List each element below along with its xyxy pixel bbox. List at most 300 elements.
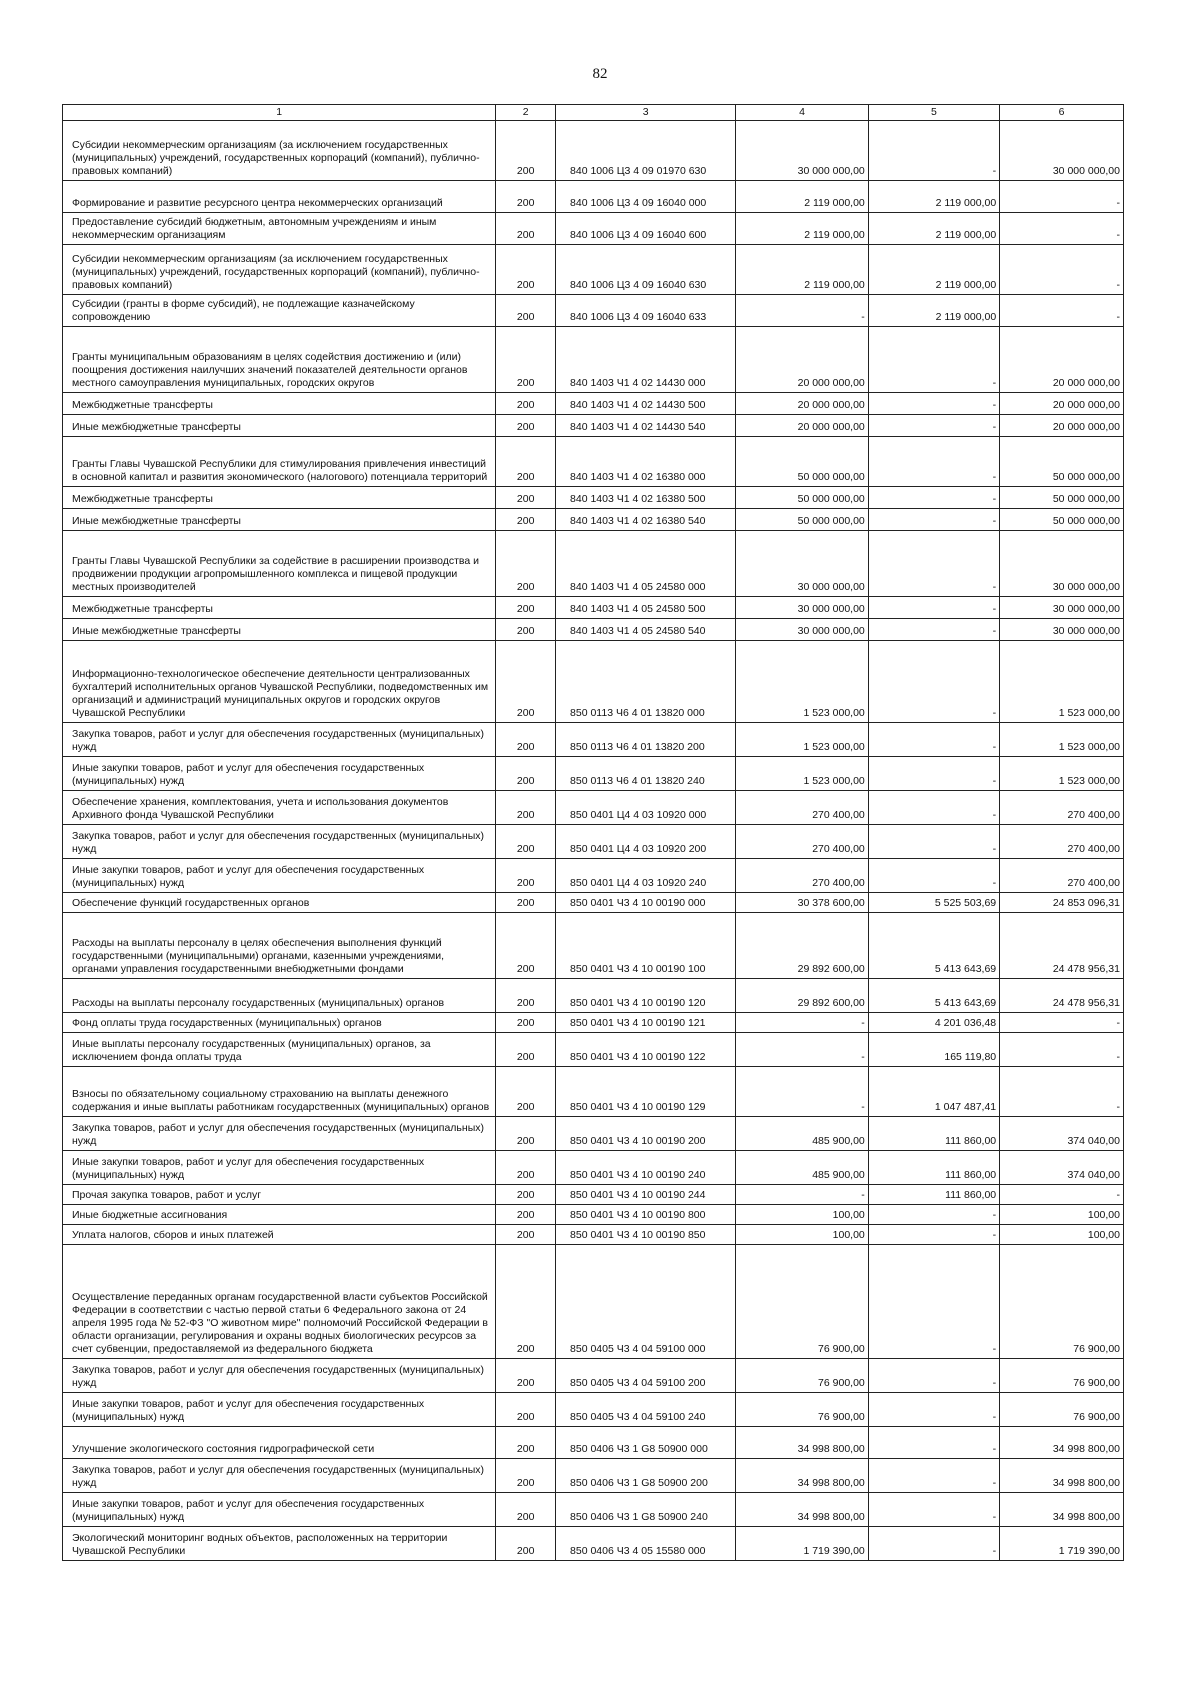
row-name-text: Осуществление переданных органам государственной власти субъектов Российской Федерации в соответствии с частью первой статьи 6 Федерального закона от 24 апреля 1995 года № 52-ФЗ "О животном мире" полномочий Российской Федерации в области организации, регулирования и охраны водных биологических ресурсов за счет субвенции, предоставляемой из федерального бюджета xyxy=(72,1291,488,1355)
row-value-col5-cell: - xyxy=(868,723,999,757)
row-name-text: Гранты Главы Чувашской Республики за содействие в расширении производства и продвижении продукции агропромышленного комплекса и пищевой продукции местных производителей xyxy=(72,555,479,593)
row-value-col4-cell: 1 523 000,00 xyxy=(736,757,868,791)
row-name-text: Взносы по обязательному социальному страхованию на выплаты денежного содержания и иные выплаты работникам государственных (муниципальных) органов xyxy=(72,1088,490,1113)
table-row xyxy=(63,415,1124,437)
row-classification-cell: 850 0401 Ч3 4 10 00190 120 xyxy=(556,979,736,1013)
row-code-cell: 200 xyxy=(496,1185,556,1205)
row-value-col4-cell: 100,00 xyxy=(736,1205,868,1225)
column-header: 4 xyxy=(736,105,868,121)
row-value-col4-cell: - xyxy=(736,1067,868,1117)
table-row xyxy=(63,1117,1124,1151)
row-code-cell: 200 xyxy=(496,1117,556,1151)
row-classification-cell: 840 1006 Ц3 4 09 16040 000 xyxy=(556,181,736,213)
row-value-col6-cell: 30 000 000,00 xyxy=(1000,619,1124,641)
row-value-col5-cell: - xyxy=(868,619,999,641)
row-name-text: Межбюджетные трансферты xyxy=(72,603,213,615)
table-row xyxy=(63,121,1124,181)
row-name-cell xyxy=(63,415,496,437)
row-name-cell xyxy=(63,641,496,723)
row-name-cell xyxy=(63,437,496,487)
row-value-col5-cell: - xyxy=(868,1359,999,1393)
row-name-cell xyxy=(63,393,496,415)
row-value-col5-cell: - xyxy=(868,1225,999,1245)
table-row xyxy=(63,1493,1124,1527)
row-code-cell: 200 xyxy=(496,1245,556,1359)
row-code-cell: 200 xyxy=(496,1205,556,1225)
page-number: 82 xyxy=(592,66,608,82)
row-value-col6-cell: 50 000 000,00 xyxy=(1000,437,1124,487)
row-value-col4-cell: 2 119 000,00 xyxy=(736,213,868,245)
row-code-cell: 200 xyxy=(496,893,556,913)
row-name-cell xyxy=(63,825,496,859)
row-classification-cell: 850 0406 Ч3 1 G8 50900 200 xyxy=(556,1459,736,1493)
row-value-col6-cell: 20 000 000,00 xyxy=(1000,415,1124,437)
row-value-col6-cell: - xyxy=(1000,213,1124,245)
row-name-text: Иные межбюджетные трансферты xyxy=(72,421,241,433)
row-name-cell xyxy=(63,1427,496,1459)
row-name-text: Информационно-технологическое обеспечение деятельности централизованных бухгалтерий исполнительных органов Чувашской Республики, подведомственных им организаций и администраций муниципальных округов и городских округов Чувашской Республики xyxy=(72,668,489,719)
row-value-col4-cell: 1 523 000,00 xyxy=(736,641,868,723)
table-row xyxy=(63,859,1124,893)
row-classification-cell: 850 0401 Ц4 4 03 10920 240 xyxy=(556,859,736,893)
row-name-cell xyxy=(63,1205,496,1225)
row-name-text: Закупка товаров, работ и услуг для обеспечения государственных (муниципальных) нужд xyxy=(72,830,484,855)
column-header: 6 xyxy=(1000,105,1124,121)
table-row xyxy=(63,181,1124,213)
row-value-col6-cell: 1 523 000,00 xyxy=(1000,757,1124,791)
row-name-text: Расходы на выплаты персоналу государственных (муниципальных) органов xyxy=(72,997,445,1009)
row-code-cell: 200 xyxy=(496,1427,556,1459)
table-row xyxy=(63,1151,1124,1185)
row-name-text: Закупка товаров, работ и услуг для обеспечения государственных (муниципальных) нужд xyxy=(72,1122,484,1147)
row-value-col6-cell: 34 998 800,00 xyxy=(1000,1459,1124,1493)
row-value-col5-cell: - xyxy=(868,859,999,893)
row-classification-cell: 840 1403 Ч1 4 05 24580 500 xyxy=(556,597,736,619)
row-value-col4-cell: - xyxy=(736,1033,868,1067)
row-name-cell xyxy=(63,1393,496,1427)
row-code-cell: 200 xyxy=(496,723,556,757)
table-row xyxy=(63,913,1124,979)
table-row xyxy=(63,1013,1124,1033)
row-name-text: Иные межбюджетные трансферты xyxy=(72,625,241,637)
row-value-col6-cell: 24 478 956,31 xyxy=(1000,913,1124,979)
row-value-col6-cell: 34 998 800,00 xyxy=(1000,1427,1124,1459)
row-name-cell xyxy=(63,121,496,181)
row-code-cell: 200 xyxy=(496,979,556,1013)
row-value-col6-cell: - xyxy=(1000,1013,1124,1033)
table-row xyxy=(63,979,1124,1013)
row-classification-cell: 850 0401 Ч3 4 10 00190 000 xyxy=(556,893,736,913)
row-value-col5-cell: - xyxy=(868,487,999,509)
column-header: 3 xyxy=(556,105,736,121)
row-code-cell: 200 xyxy=(496,1225,556,1245)
row-classification-cell: 840 1006 Ц3 4 09 01970 630 xyxy=(556,121,736,181)
row-code-cell: 200 xyxy=(496,181,556,213)
row-classification-cell: 850 0405 Ч3 4 04 59100 000 xyxy=(556,1245,736,1359)
row-value-col4-cell: 34 998 800,00 xyxy=(736,1459,868,1493)
row-classification-cell: 840 1403 Ч1 4 02 14430 540 xyxy=(556,415,736,437)
row-value-col5-cell: - xyxy=(868,1459,999,1493)
table-row xyxy=(63,1459,1124,1493)
row-value-col6-cell: 24 478 956,31 xyxy=(1000,979,1124,1013)
row-classification-cell: 850 0406 Ч3 1 G8 50900 000 xyxy=(556,1427,736,1459)
row-name-cell xyxy=(63,979,496,1013)
row-name-text: Иные межбюджетные трансферты xyxy=(72,515,241,527)
row-name-text: Улучшение экологического состояния гидрографической сети xyxy=(72,1443,375,1455)
row-name-cell xyxy=(63,245,496,295)
row-value-col6-cell: 374 040,00 xyxy=(1000,1151,1124,1185)
row-name-text: Иные бюджетные ассигнования xyxy=(72,1209,228,1221)
row-value-col5-cell: - xyxy=(868,393,999,415)
row-value-col6-cell: - xyxy=(1000,1185,1124,1205)
row-name-text: Прочая закупка товаров, работ и услуг xyxy=(72,1189,262,1201)
row-name-text: Обеспечение хранения, комплектования, учета и использования документов Архивного фонда Чувашской Республики xyxy=(72,796,449,821)
row-code-cell: 200 xyxy=(496,509,556,531)
row-name-cell xyxy=(63,181,496,213)
row-name-text: Формирование и развитие ресурсного центра некоммерческих организаций xyxy=(72,197,443,209)
row-name-cell xyxy=(63,487,496,509)
row-value-col4-cell: 1 523 000,00 xyxy=(736,723,868,757)
row-value-col4-cell: 76 900,00 xyxy=(736,1245,868,1359)
row-classification-cell: 840 1403 Ч1 4 02 16380 540 xyxy=(556,509,736,531)
row-value-col5-cell: - xyxy=(868,415,999,437)
row-value-col6-cell: 50 000 000,00 xyxy=(1000,487,1124,509)
row-value-col6-cell: 1 523 000,00 xyxy=(1000,641,1124,723)
row-value-col5-cell: - xyxy=(868,825,999,859)
row-value-col4-cell: 30 378 600,00 xyxy=(736,893,868,913)
row-name-text: Субсидии некоммерческим организациям (за исключением государственных (муниципальных) учреждений, государственных корпораций (компаний), публично-правовых компаний) xyxy=(72,253,480,291)
row-name-text: Иные закупки товаров, работ и услуг для обеспечения государственных (муниципальных) нужд xyxy=(72,762,425,787)
row-name-cell xyxy=(63,509,496,531)
row-name-cell xyxy=(63,791,496,825)
row-name-cell xyxy=(63,1359,496,1393)
row-value-col4-cell: 34 998 800,00 xyxy=(736,1493,868,1527)
row-value-col5-cell: - xyxy=(868,531,999,597)
row-code-cell: 200 xyxy=(496,859,556,893)
row-classification-cell: 840 1006 Ц3 4 09 16040 633 xyxy=(556,295,736,327)
row-value-col6-cell: 100,00 xyxy=(1000,1205,1124,1225)
row-value-col5-cell: 111 860,00 xyxy=(868,1151,999,1185)
row-value-col4-cell: 20 000 000,00 xyxy=(736,415,868,437)
table-row xyxy=(63,1205,1124,1225)
row-value-col5-cell: 5 413 643,69 xyxy=(868,913,999,979)
row-value-col6-cell: 20 000 000,00 xyxy=(1000,393,1124,415)
row-code-cell: 200 xyxy=(496,1033,556,1067)
row-name-cell xyxy=(63,1225,496,1245)
row-code-cell: 200 xyxy=(496,641,556,723)
row-value-col5-cell: 5 413 643,69 xyxy=(868,979,999,1013)
row-value-col4-cell: 76 900,00 xyxy=(736,1393,868,1427)
row-value-col5-cell: - xyxy=(868,1527,999,1561)
row-name-text: Субсидии (гранты в форме субсидий), не подлежащие казначейскому сопровождению xyxy=(72,298,415,323)
row-classification-cell: 850 0401 Ч3 4 10 00190 121 xyxy=(556,1013,736,1033)
row-classification-cell: 850 0401 Ч3 4 10 00190 240 xyxy=(556,1151,736,1185)
table-row xyxy=(63,893,1124,913)
row-value-col5-cell: - xyxy=(868,509,999,531)
row-classification-cell: 850 0401 Ч3 4 10 00190 122 xyxy=(556,1033,736,1067)
row-code-cell: 200 xyxy=(496,327,556,393)
row-name-cell xyxy=(63,859,496,893)
row-value-col5-cell: - xyxy=(868,1427,999,1459)
row-classification-cell: 850 0405 Ч3 4 04 59100 240 xyxy=(556,1393,736,1427)
row-name-text: Иные закупки товаров, работ и услуг для обеспечения государственных (муниципальных) нужд xyxy=(72,1156,425,1181)
row-value-col6-cell: 30 000 000,00 xyxy=(1000,121,1124,181)
table-body xyxy=(63,121,1124,1561)
row-value-col5-cell: - xyxy=(868,641,999,723)
row-code-cell: 200 xyxy=(496,295,556,327)
row-value-col6-cell: 30 000 000,00 xyxy=(1000,597,1124,619)
row-name-text: Расходы на выплаты персоналу в целях обеспечения выполнения функций государственными (муниципальными) органами, казенными учреждениями, органами управления государственными внебюджетными фондами xyxy=(72,937,445,975)
row-name-text: Иные закупки товаров, работ и услуг для обеспечения государственных (муниципальных) нужд xyxy=(72,1398,425,1423)
row-name-cell xyxy=(63,597,496,619)
row-value-col5-cell: 2 119 000,00 xyxy=(868,295,999,327)
row-code-cell: 200 xyxy=(496,619,556,641)
row-classification-cell: 840 1403 Ч1 4 02 14430 500 xyxy=(556,393,736,415)
row-code-cell: 200 xyxy=(496,1459,556,1493)
row-code-cell: 200 xyxy=(496,1151,556,1185)
row-classification-cell: 840 1006 Ц3 4 09 16040 630 xyxy=(556,245,736,295)
row-value-col4-cell: 1 719 390,00 xyxy=(736,1527,868,1561)
row-classification-cell: 850 0401 Ч3 4 10 00190 850 xyxy=(556,1225,736,1245)
row-classification-cell: 840 1403 Ч1 4 02 16380 500 xyxy=(556,487,736,509)
row-value-col4-cell: 270 400,00 xyxy=(736,859,868,893)
table-row xyxy=(63,437,1124,487)
row-value-col5-cell: - xyxy=(868,1205,999,1225)
row-value-col4-cell: 2 119 000,00 xyxy=(736,181,868,213)
row-classification-cell: 850 0113 Ч6 4 01 13820 000 xyxy=(556,641,736,723)
row-value-col6-cell: 1 523 000,00 xyxy=(1000,723,1124,757)
row-value-col4-cell: - xyxy=(736,295,868,327)
row-name-text: Предоставление субсидий бюджетным, автономным учреждениям и иным некоммерческим организациям xyxy=(72,216,437,241)
row-value-col5-cell: - xyxy=(868,1493,999,1527)
row-value-col6-cell: 100,00 xyxy=(1000,1225,1124,1245)
row-code-cell: 200 xyxy=(496,1067,556,1117)
row-value-col5-cell: - xyxy=(868,327,999,393)
row-classification-cell: 850 0401 Ч3 4 10 00190 100 xyxy=(556,913,736,979)
row-value-col4-cell: 2 119 000,00 xyxy=(736,245,868,295)
row-value-col4-cell: 100,00 xyxy=(736,1225,868,1245)
table-row xyxy=(63,245,1124,295)
row-value-col6-cell: - xyxy=(1000,245,1124,295)
row-value-col6-cell: 270 400,00 xyxy=(1000,791,1124,825)
row-value-col5-cell: 4 201 036,48 xyxy=(868,1013,999,1033)
row-value-col5-cell: 2 119 000,00 xyxy=(868,245,999,295)
row-name-text: Субсидии некоммерческим организациям (за исключением государственных (муниципальных) учреждений, государственных корпораций (компаний), публично-правовых компаний) xyxy=(72,139,480,177)
row-classification-cell: 850 0401 Ч3 4 10 00190 244 xyxy=(556,1185,736,1205)
table-row xyxy=(63,295,1124,327)
row-value-col5-cell: - xyxy=(868,757,999,791)
row-name-cell xyxy=(63,1013,496,1033)
row-name-cell xyxy=(63,1033,496,1067)
row-value-col4-cell: 270 400,00 xyxy=(736,825,868,859)
row-classification-cell: 850 0113 Ч6 4 01 13820 200 xyxy=(556,723,736,757)
row-code-cell: 200 xyxy=(496,393,556,415)
row-value-col6-cell: 30 000 000,00 xyxy=(1000,531,1124,597)
table-row xyxy=(63,757,1124,791)
row-name-cell xyxy=(63,723,496,757)
row-code-cell: 200 xyxy=(496,531,556,597)
row-name-cell xyxy=(63,1493,496,1527)
row-code-cell: 200 xyxy=(496,415,556,437)
table-row xyxy=(63,1033,1124,1067)
row-code-cell: 200 xyxy=(496,1013,556,1033)
row-name-cell xyxy=(63,1067,496,1117)
row-value-col6-cell: 34 998 800,00 xyxy=(1000,1493,1124,1527)
table-row xyxy=(63,487,1124,509)
row-value-col6-cell: 20 000 000,00 xyxy=(1000,327,1124,393)
row-classification-cell: 850 0405 Ч3 4 04 59100 200 xyxy=(556,1359,736,1393)
row-code-cell: 200 xyxy=(496,245,556,295)
row-name-cell xyxy=(63,757,496,791)
row-code-cell: 200 xyxy=(496,1359,556,1393)
row-name-cell xyxy=(63,1245,496,1359)
table-row xyxy=(63,1527,1124,1561)
table-row xyxy=(63,619,1124,641)
row-name-text: Закупка товаров, работ и услуг для обеспечения государственных (муниципальных) нужд xyxy=(72,728,484,753)
row-code-cell: 200 xyxy=(496,791,556,825)
table-row xyxy=(63,1225,1124,1245)
row-classification-cell: 850 0401 Ч3 4 10 00190 800 xyxy=(556,1205,736,1225)
row-value-col4-cell: 50 000 000,00 xyxy=(736,509,868,531)
row-value-col4-cell: 270 400,00 xyxy=(736,791,868,825)
row-code-cell: 200 xyxy=(496,757,556,791)
row-code-cell: 200 xyxy=(496,597,556,619)
row-value-col4-cell: 34 998 800,00 xyxy=(736,1427,868,1459)
row-name-cell xyxy=(63,327,496,393)
row-value-col6-cell: - xyxy=(1000,181,1124,213)
row-code-cell: 200 xyxy=(496,213,556,245)
row-name-cell xyxy=(63,1527,496,1561)
table-row xyxy=(63,531,1124,597)
row-classification-cell: 840 1403 Ч1 4 05 24580 540 xyxy=(556,619,736,641)
row-classification-cell: 850 0113 Ч6 4 01 13820 240 xyxy=(556,757,736,791)
row-code-cell: 200 xyxy=(496,121,556,181)
row-value-col4-cell: 30 000 000,00 xyxy=(736,597,868,619)
row-value-col4-cell: 76 900,00 xyxy=(736,1359,868,1393)
row-code-cell: 200 xyxy=(496,825,556,859)
row-classification-cell: 850 0401 Ч3 4 10 00190 200 xyxy=(556,1117,736,1151)
row-value-col4-cell: 30 000 000,00 xyxy=(736,121,868,181)
row-value-col4-cell: 485 900,00 xyxy=(736,1117,868,1151)
row-value-col5-cell: - xyxy=(868,121,999,181)
row-value-col6-cell: 50 000 000,00 xyxy=(1000,509,1124,531)
row-name-cell xyxy=(63,1459,496,1493)
row-value-col4-cell: - xyxy=(736,1013,868,1033)
row-name-text: Иные закупки товаров, работ и услуг для обеспечения государственных (муниципальных) нужд xyxy=(72,864,425,889)
table-row xyxy=(63,791,1124,825)
row-value-col4-cell: 50 000 000,00 xyxy=(736,487,868,509)
table-row xyxy=(63,723,1124,757)
budget-table xyxy=(62,104,1124,1561)
table-row xyxy=(63,1359,1124,1393)
table-row xyxy=(63,509,1124,531)
row-name-cell xyxy=(63,619,496,641)
row-name-cell xyxy=(63,893,496,913)
table-row xyxy=(63,641,1124,723)
table-row xyxy=(63,327,1124,393)
row-name-cell xyxy=(63,1151,496,1185)
row-classification-cell: 840 1403 Ч1 4 02 14430 000 xyxy=(556,327,736,393)
row-value-col6-cell: 1 719 390,00 xyxy=(1000,1527,1124,1561)
row-name-cell xyxy=(63,531,496,597)
table-row xyxy=(63,213,1124,245)
row-code-cell: 200 xyxy=(496,437,556,487)
row-value-col5-cell: 111 860,00 xyxy=(868,1117,999,1151)
table-row xyxy=(63,597,1124,619)
row-value-col6-cell: 374 040,00 xyxy=(1000,1117,1124,1151)
table-row xyxy=(63,1067,1124,1117)
column-header: 1 xyxy=(63,105,496,121)
row-name-text: Межбюджетные трансферты xyxy=(72,399,213,411)
column-number-row xyxy=(63,105,1124,121)
row-code-cell: 200 xyxy=(496,487,556,509)
row-value-col6-cell: 270 400,00 xyxy=(1000,825,1124,859)
row-name-text: Гранты Главы Чувашской Республики для стимулирования привлечения инвестиций в основной капитал и развития экономического (налогового) потенциала территорий xyxy=(72,458,488,483)
table-row xyxy=(63,825,1124,859)
row-value-col4-cell: 20 000 000,00 xyxy=(736,393,868,415)
row-value-col6-cell: - xyxy=(1000,295,1124,327)
table-row xyxy=(63,1245,1124,1359)
row-name-text: Закупка товаров, работ и услуг для обеспечения государственных (муниципальных) нужд xyxy=(72,1464,484,1489)
row-classification-cell: 840 1403 Ч1 4 02 16380 000 xyxy=(556,437,736,487)
row-classification-cell: 840 1403 Ч1 4 05 24580 000 xyxy=(556,531,736,597)
row-name-cell xyxy=(63,1185,496,1205)
row-classification-cell: 850 0401 Ц4 4 03 10920 000 xyxy=(556,791,736,825)
row-value-col5-cell: 165 119,80 xyxy=(868,1033,999,1067)
row-value-col5-cell: 2 119 000,00 xyxy=(868,213,999,245)
row-value-col4-cell: 485 900,00 xyxy=(736,1151,868,1185)
row-value-col5-cell: 1 047 487,41 xyxy=(868,1067,999,1117)
table-row xyxy=(63,1427,1124,1459)
row-value-col4-cell: 29 892 600,00 xyxy=(736,979,868,1013)
row-value-col5-cell: - xyxy=(868,1393,999,1427)
table-row xyxy=(63,1393,1124,1427)
row-classification-cell: 850 0401 Ч3 4 10 00190 129 xyxy=(556,1067,736,1117)
row-value-col6-cell: - xyxy=(1000,1067,1124,1117)
row-value-col6-cell: 270 400,00 xyxy=(1000,859,1124,893)
row-name-text: Уплата налогов, сборов и иных платежей xyxy=(72,1229,274,1241)
row-value-col5-cell: - xyxy=(868,597,999,619)
row-name-cell xyxy=(63,295,496,327)
row-value-col6-cell: 76 900,00 xyxy=(1000,1359,1124,1393)
row-value-col4-cell: 29 892 600,00 xyxy=(736,913,868,979)
row-name-text: Закупка товаров, работ и услуг для обеспечения государственных (муниципальных) нужд xyxy=(72,1364,484,1389)
column-header: 2 xyxy=(496,105,556,121)
row-name-text: Обеспечение функций государственных органов xyxy=(72,897,310,909)
row-name-cell xyxy=(63,1117,496,1151)
row-value-col6-cell: 76 900,00 xyxy=(1000,1245,1124,1359)
row-name-text: Иные закупки товаров, работ и услуг для обеспечения государственных (муниципальных) нужд xyxy=(72,1498,425,1523)
row-value-col6-cell: 76 900,00 xyxy=(1000,1393,1124,1427)
row-code-cell: 200 xyxy=(496,1493,556,1527)
row-classification-cell: 850 0406 Ч3 1 G8 50900 240 xyxy=(556,1493,736,1527)
row-value-col4-cell: 30 000 000,00 xyxy=(736,531,868,597)
row-value-col4-cell: 20 000 000,00 xyxy=(736,327,868,393)
row-name-text: Межбюджетные трансферты xyxy=(72,493,213,505)
row-name-text: Фонд оплаты труда государственных (муниципальных) органов xyxy=(72,1017,382,1029)
row-classification-cell: 840 1006 Ц3 4 09 16040 600 xyxy=(556,213,736,245)
row-code-cell: 200 xyxy=(496,1393,556,1427)
row-value-col6-cell: - xyxy=(1000,1033,1124,1067)
row-name-cell xyxy=(63,913,496,979)
row-value-col4-cell: 30 000 000,00 xyxy=(736,619,868,641)
row-name-text: Гранты муниципальным образованиям в целях содействия достижению и (или) поощрения достижения наилучших значений показателей деятельности органов местного самоуправления муниципальных, городских округов xyxy=(72,351,468,389)
row-name-text: Иные выплаты персоналу государственных (муниципальных) органов, за исключением фонда оплаты труда xyxy=(72,1038,431,1063)
row-code-cell: 200 xyxy=(496,1527,556,1561)
row-value-col5-cell: - xyxy=(868,1245,999,1359)
table-row xyxy=(63,393,1124,415)
column-header: 5 xyxy=(868,105,999,121)
